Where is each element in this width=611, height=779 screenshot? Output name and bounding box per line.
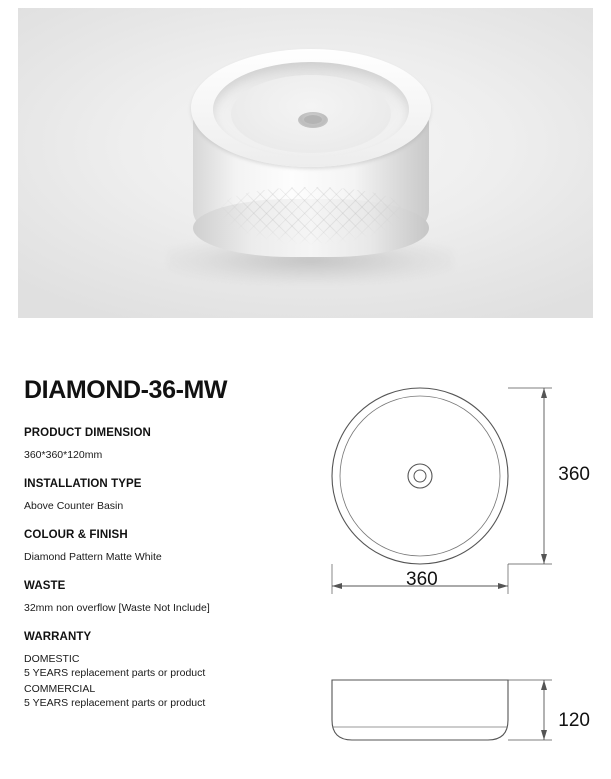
warranty-commercial <box>24 682 314 710</box>
basin-illustration <box>191 49 431 264</box>
spec-group-waste <box>24 580 314 615</box>
spec-value-product-dimension: 360*360*120mm <box>24 449 103 461</box>
arrow-left <box>332 583 342 589</box>
arrow-down <box>541 554 547 564</box>
arrow-right <box>498 583 508 589</box>
warranty-domestic <box>24 652 314 680</box>
page-title: DIAMOND-36-MW <box>24 376 228 404</box>
spec-group-warranty <box>24 631 314 710</box>
warranty-domestic-label: DOMESTIC <box>24 653 80 665</box>
spec-label-warranty: WARRANTY <box>24 631 92 643</box>
drain-outer-circle <box>408 464 432 488</box>
arrow-up <box>541 388 547 398</box>
spec-label-waste: WASTE <box>24 580 66 592</box>
dimension-label-diameter-vertical: 360 <box>558 464 590 485</box>
spec-group-installation-type <box>24 478 314 513</box>
warranty-domestic-value: 5 YEARS replacement parts or product <box>24 667 206 679</box>
spec-label-colour-finish: COLOUR & FINISH <box>24 529 128 541</box>
basin-inner-circle <box>340 396 500 556</box>
warranty-commercial-label: COMMERCIAL <box>24 683 96 695</box>
arrow-elev-down <box>541 730 547 740</box>
elevation-view-svg <box>320 672 592 772</box>
basin-drain-inner <box>304 115 322 124</box>
spec-label-installation-type: INSTALLATION TYPE <box>24 478 142 490</box>
technical-drawings <box>320 376 596 772</box>
elevation-view-drawing <box>320 672 592 772</box>
spec-value-installation-type: Above Counter Basin <box>24 500 124 512</box>
warranty-commercial-value: 5 YEARS replacement parts or product <box>24 697 206 709</box>
product-photo <box>18 8 593 318</box>
plan-view-drawing <box>320 376 592 606</box>
arrow-elev-up <box>541 680 547 690</box>
basin-outline-circle <box>332 388 508 564</box>
spec-group-colour-finish <box>24 529 314 564</box>
basin-profile-outline <box>332 680 508 740</box>
spec-group-product-dimension <box>24 427 314 462</box>
spec-label-product-dimension: PRODUCT DIMENSION <box>24 427 151 439</box>
specification-panel <box>24 376 314 726</box>
dimension-label-diameter-horizontal: 360 <box>406 569 438 590</box>
spec-value-colour-finish: Diamond Pattern Matte White <box>24 551 162 563</box>
drain-inner-circle <box>414 470 426 482</box>
dimension-label-height: 120 <box>558 710 590 731</box>
spec-value-waste: 32mm non overflow [Waste Not Include] <box>24 602 210 614</box>
diamond-pattern-texture <box>221 187 401 245</box>
plan-view-svg <box>320 376 592 606</box>
